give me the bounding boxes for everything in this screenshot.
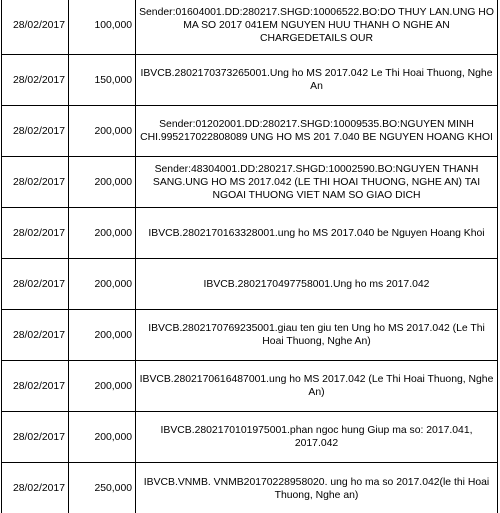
date-cell: 28/02/2017	[2, 157, 69, 208]
table-row	[2, 310, 498, 361]
date-cell: 28/02/2017	[2, 208, 69, 259]
table-row	[2, 157, 498, 208]
table-row	[2, 106, 498, 157]
amount-cell: 200,000	[69, 259, 136, 310]
description-cell: IBVCB.VNMB. VNMB20170228958020. ung ho ma so 2017.042(le thi Hoai Thuong, Nghe an)	[136, 463, 498, 513]
date-cell: 28/02/2017	[2, 310, 69, 361]
transaction-table	[1, 0, 498, 513]
description-cell: IBVCB.2802170769235001.giau ten giu ten Ung ho MS 2017.042 (Le Thi Hoai Thuong, Nghe An)	[136, 310, 498, 361]
table-row	[2, 259, 498, 310]
date-cell: 28/02/2017	[2, 412, 69, 463]
date-cell: 28/02/2017	[2, 106, 69, 157]
amount-cell: 100,000	[69, 0, 136, 55]
description-cell: Sender:01604001.DD:280217.SHGD:10006522.BO:DO THUY LAN.UNG HO MA SO 2017 041EM NGUYEN HUU THANH O NGHE AN CHARGEDETAILS OUR	[136, 0, 498, 55]
amount-cell: 200,000	[69, 208, 136, 259]
table-row	[2, 412, 498, 463]
date-cell: 28/02/2017	[2, 361, 69, 412]
date-cell: 28/02/2017	[2, 463, 69, 513]
description-cell: IBVCB.2802170163328001.ung ho MS 2017.040 be Nguyen Hoang Khoi	[136, 208, 498, 259]
table-row	[2, 463, 498, 513]
description-cell: IBVCB.2802170616487001.ung ho MS 2017.042 (Le Thi Hoai Thuong, Nghe An)	[136, 361, 498, 412]
amount-cell: 250,000	[69, 463, 136, 513]
table-row	[2, 0, 498, 55]
amount-cell: 200,000	[69, 310, 136, 361]
description-cell: IBVCB.2802170497758001.Ung ho ms 2017.042	[136, 259, 498, 310]
date-cell: 28/02/2017	[2, 55, 69, 106]
description-cell: IBVCB.2802170373265001.Ung ho MS 2017.042 Le Thi Hoai Thuong, Nghe An	[136, 55, 498, 106]
description-cell: Sender:01202001.DD:280217.SHGD:10009535.BO:NGUYEN MINH CHI.995217022808089 UNG HO MS 201 7.040 BE NGUYEN HOANG KHOI	[136, 106, 498, 157]
date-cell: 28/02/2017	[2, 0, 69, 55]
description-cell: Sender:48304001.DD:280217.SHGD:10002590.BO:NGUYEN THANH SANG.UNG HO MS 2017.042 (LE THI HOAI THUONG, NGHE AN) TAI NGOAI THUONG VIET NAM SO GIAO DICH	[136, 157, 498, 208]
date-cell: 28/02/2017	[2, 259, 69, 310]
table-row	[2, 208, 498, 259]
description-cell: IBVCB.2802170101975001.phan ngoc hung Giup ma so: 2017.041, 2017.042	[136, 412, 498, 463]
amount-cell: 200,000	[69, 412, 136, 463]
amount-cell: 200,000	[69, 361, 136, 412]
amount-cell: 200,000	[69, 106, 136, 157]
table-row	[2, 55, 498, 106]
amount-cell: 150,000	[69, 55, 136, 106]
table-row	[2, 361, 498, 412]
amount-cell: 200,000	[69, 157, 136, 208]
